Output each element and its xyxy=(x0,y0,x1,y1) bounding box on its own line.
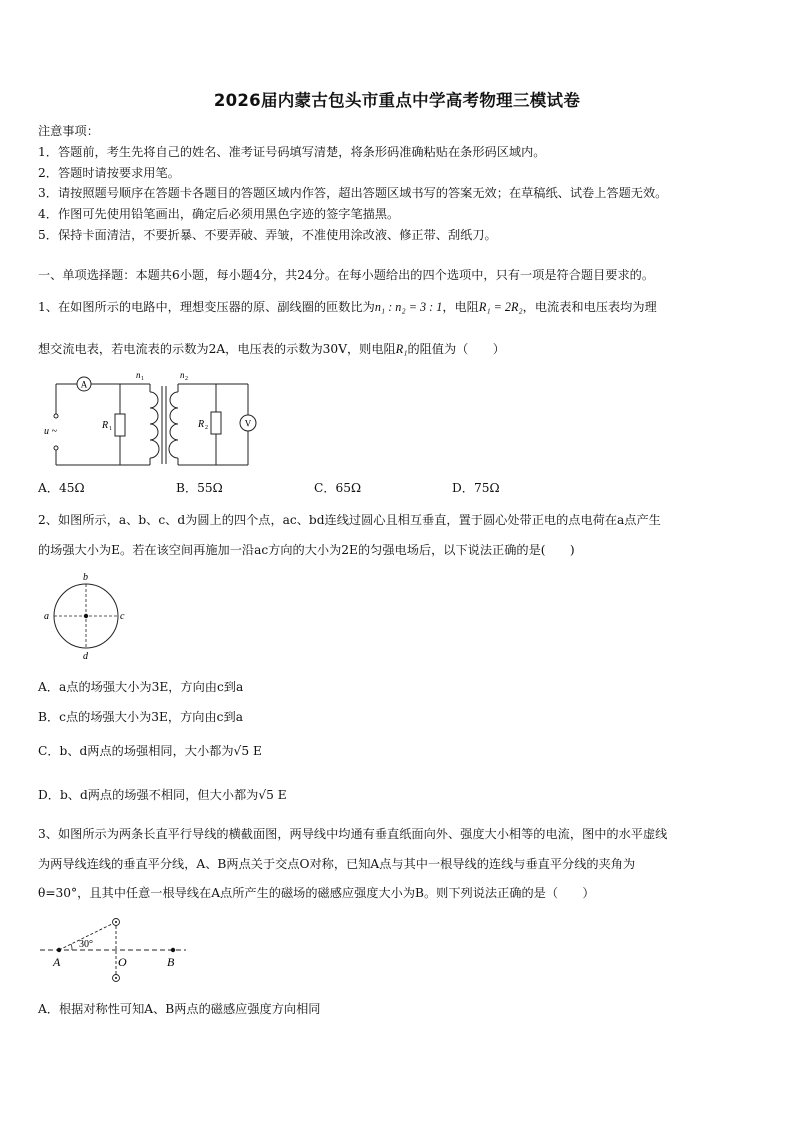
r2-subscript: 2 xyxy=(205,425,208,431)
q1-option-c[interactable]: C．65Ω xyxy=(314,481,362,495)
question-2-line-2: 的场强大小为E。若在该空间再施加一沿ac方向的大小为2E的匀强电场后，以下说法正确的是( ) xyxy=(38,543,575,557)
terminal-icon xyxy=(54,446,58,450)
n1-subscript: 1 xyxy=(141,376,144,382)
q1-text: ，电阻 xyxy=(442,300,479,314)
q1-text: ，电流表和电压表均为理 xyxy=(522,300,657,314)
q2-option-a[interactable]: A．a点的场强大小为3E，方向由c到a xyxy=(38,680,244,694)
notice-item: 1．答题前，考生先将自己的姓名、准考证号码填写清楚，将条形码准确粘贴在条形码区域内。 xyxy=(38,145,546,159)
question-2-line-1: 2、如图所示，a、b、c、d为圆上的四个点，ac、bd连线过圆心且相互垂直，置于圆心处带正电的点电荷在a点产生 xyxy=(38,513,661,527)
notice-item: 5．保持卡面清洁，不要折暴、不要弄破、弄皱，不准使用涂改液、修正带、刮纸刀。 xyxy=(38,228,497,242)
q3-wires-diagram xyxy=(36,912,196,994)
page-title: 2026届内蒙古包头市重点中学高考物理三模试卷 xyxy=(213,91,581,110)
notice-item: 4．作图可先使用铅笔画出，确定后必须用黑色字迹的签字笔描黑。 xyxy=(38,207,400,221)
q1-text: 想交流电表，若电流表的示数为2A，电压表的示数为30V，则电阻 xyxy=(38,342,396,356)
point-d-label: d xyxy=(83,651,88,662)
source-label: u ~ xyxy=(44,426,57,437)
q1-option-a[interactable]: A．45Ω xyxy=(38,481,85,495)
q2-circle-diagram xyxy=(40,570,140,662)
notice-item: 2．答题时请按要求用笔。 xyxy=(38,166,180,180)
n1-label: n xyxy=(136,370,141,380)
question-3-line-2: 为两导线连线的垂直平分线，A、B两点关于交点O对称，已知A点与其中一根导线的连线与垂直平分线的夹角为 xyxy=(38,857,636,871)
q2-option-c[interactable]: C．b、d两点的场强相同，大小都为√5 E xyxy=(38,744,262,758)
point-b-label: b xyxy=(83,572,88,583)
r1-subscript: 1 xyxy=(109,426,112,432)
point-b-label: B xyxy=(167,955,175,969)
r2-label: R xyxy=(198,419,205,430)
q1-text: 1、在如图所示的电路中，理想变压器的原、副线圈的匝数比为 xyxy=(38,300,375,314)
question-3-line-1: 3、如图所示为两条长直平行导线的横截面图，两导线中均通有垂直纸面向外、强度大小相等的电流，图中的水平虚线 xyxy=(38,827,668,841)
voltmeter-label: V xyxy=(244,418,252,429)
q1-option-b[interactable]: B．55Ω xyxy=(176,481,223,495)
q3-option-a[interactable]: A．根据对称性可知A、B两点的磁感应强度方向相同 xyxy=(38,1002,321,1016)
question-1-line-1 xyxy=(38,298,657,315)
ammeter-label: A xyxy=(80,379,88,390)
question-1-line-2 xyxy=(38,340,505,357)
point-a-label: a xyxy=(44,611,49,622)
terminal-icon xyxy=(54,414,58,418)
charge-dot xyxy=(84,614,88,618)
q1-circuit-diagram xyxy=(40,368,270,468)
q1-resistor-relation: R₁ = 2R₂ xyxy=(478,300,523,314)
n2-subscript: 2 xyxy=(185,376,188,382)
q1-turns-ratio: n₁ : n₂ = 3 : 1 xyxy=(374,300,443,314)
n2-label: n xyxy=(180,370,185,380)
point-c-label: c xyxy=(120,611,125,622)
point-b-dot xyxy=(171,948,175,952)
point-o-label: O xyxy=(118,955,127,969)
q1-option-d[interactable]: D．75Ω xyxy=(452,481,500,495)
q2-option-d[interactable]: D．b、d两点的场强不相同，但大小都为√5 E xyxy=(38,788,287,802)
section-heading: 一、单项选择题：本题共6小题，每小题4分，共24分。在每小题给出的四个选项中，只有一项是符合题目要求的。 xyxy=(38,268,655,282)
point-a-dot xyxy=(57,948,61,952)
q1-text: 的阻值为（ ） xyxy=(407,342,505,356)
q2-option-b[interactable]: B．c点的场强大小为3E，方向由c到a xyxy=(38,710,243,724)
q1-r1-symbol: R₁ xyxy=(395,342,408,356)
r1-label: R xyxy=(102,420,109,431)
question-3-line-3: θ=30°，且其中任意一根导线在A点所产生的磁场的磁感应强度大小为B。则下列说法正确的是（ ） xyxy=(38,886,595,900)
notice-item: 3．请按照题号顺序在答题卡各题目的答题区域内作答，超出答题区域书写的答案无效；在草稿纸、试卷上答题无效。 xyxy=(38,186,668,200)
point-a-label: A xyxy=(53,955,61,969)
notice-heading: 注意事项： xyxy=(38,124,99,138)
angle-label: 30° xyxy=(79,939,93,950)
